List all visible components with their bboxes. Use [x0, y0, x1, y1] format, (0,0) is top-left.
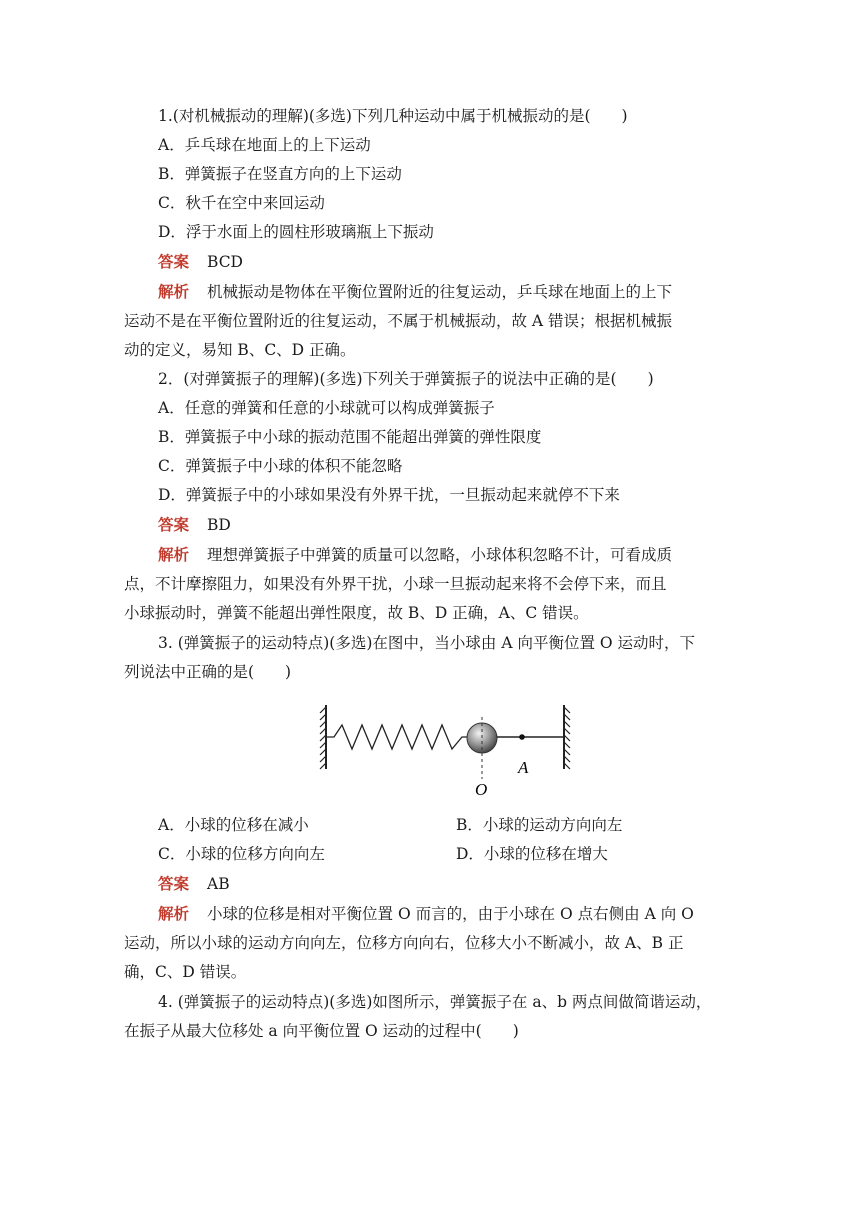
q2-stem: 2．(对弹簧振子的理解)(多选)下列关于弹簧振子的说法中正确的是( ): [158, 370, 654, 388]
q3-answer: [158, 874, 740, 894]
q3-option-a: A．小球的位移在减小: [158, 816, 309, 834]
label-o: O: [475, 780, 488, 799]
q3-stem-line-2: 列说法中正确的是( ): [124, 663, 292, 681]
label-a: A: [518, 758, 529, 777]
q1-option-c: C．秋千在空中来回运动: [158, 194, 325, 212]
q1-option-b: B．弹簧振子在竖直方向的上下运动: [158, 165, 402, 183]
q3-analysis-line-3: 确，C、D 错误。: [124, 963, 247, 981]
q1-answer: [158, 252, 740, 272]
point-a-dot: [519, 734, 525, 740]
q3-analysis-line-1: [158, 904, 740, 924]
answer-value: AB: [207, 875, 230, 893]
analysis-label: 解析: [158, 545, 190, 564]
q1-stem: 1.(对机械振动的理解)(多选)下列几种运动中属于机械振动的是( ): [158, 107, 628, 125]
answer-label: 答案: [158, 252, 190, 271]
spring-oscillator-diagram: [318, 687, 580, 799]
q3-options-row-2: [158, 844, 740, 864]
answer-value: BCD: [207, 253, 243, 271]
q3-option-b: B．小球的运动方向向左: [456, 816, 623, 834]
q2-analysis-line-3: 小球振动时，弹簧不能超出弹性限度，故 B、D 正确，A、C 错误。: [124, 604, 589, 622]
answer-label: 答案: [158, 515, 190, 534]
q2-analysis-line-2: 点，不计摩擦阻力，如果没有外界干扰，小球一旦振动起来将不会停下来，而且: [124, 575, 667, 593]
q1-analysis-line-3: 动的定义，易知 B、C、D 正确。: [124, 341, 356, 359]
analysis-label: 解析: [158, 282, 190, 301]
q4-stem-line-2: 在振子从最大位移处 a 向平衡位置 O 运动的过程中( ): [124, 1022, 519, 1040]
q3-analysis-line-2: 运动，所以小球的运动方向向左，位移方向向右，位移大小不断减小，故 A、B 正: [124, 934, 684, 952]
q1-option-a: A．乒乓球在地面上的上下运动: [158, 136, 371, 154]
analysis-label: 解析: [158, 904, 190, 923]
q1-option-d: D．浮于水面上的圆柱形玻璃瓶上下振动: [158, 223, 434, 241]
q2-option-d: D．弹簧振子中的小球如果没有外界干扰，一旦振动起来就停不下来: [158, 486, 620, 504]
analysis-text: 机械振动是物体在平衡位置附近的往复运动，乒乓球在地面上的上下: [207, 283, 673, 301]
q1-analysis-line-1: [158, 282, 740, 302]
answer-label: 答案: [158, 874, 190, 893]
answer-value: BD: [207, 516, 231, 534]
q2-option-b: B．弹簧振子中小球的振动范围不能超出弹簧的弹性限度: [158, 428, 542, 446]
spring-oscillator-figure: [318, 687, 580, 799]
q2-answer: [158, 515, 740, 535]
q2-option-a: A．任意的弹簧和任意的小球就可以构成弹簧振子: [158, 399, 495, 417]
q4-stem-line-1: 4. (弹簧振子的运动特点)(多选)如图所示，弹簧振子在 a、b 两点间做简谐运动，: [158, 993, 712, 1011]
analysis-text: 理想弹簧振子中弹簧的质量可以忽略，小球体积忽略不计，可看成质: [207, 546, 673, 564]
q3-options-row-1: [158, 815, 740, 835]
q3-option-c: C．小球的位移方向向左: [158, 845, 325, 863]
q2-analysis-line-1: [158, 545, 740, 565]
q3-option-d: D．小球的位移在增大: [456, 845, 608, 863]
analysis-text: 小球的位移是相对平衡位置 O 而言的，由于小球在 O 点右侧由 A 向 O: [207, 905, 694, 923]
q2-option-c: C．弹簧振子中小球的体积不能忽略: [158, 457, 403, 475]
q1-analysis-line-2: 运动不是在平衡位置附近的往复运动，不属于机械振动，故 A 错误；根据机械振: [124, 312, 673, 330]
q3-stem-line-1: 3. (弹簧振子的运动特点)(多选)在图中，当小球由 A 向平衡位置 O 运动时，下: [158, 634, 696, 652]
